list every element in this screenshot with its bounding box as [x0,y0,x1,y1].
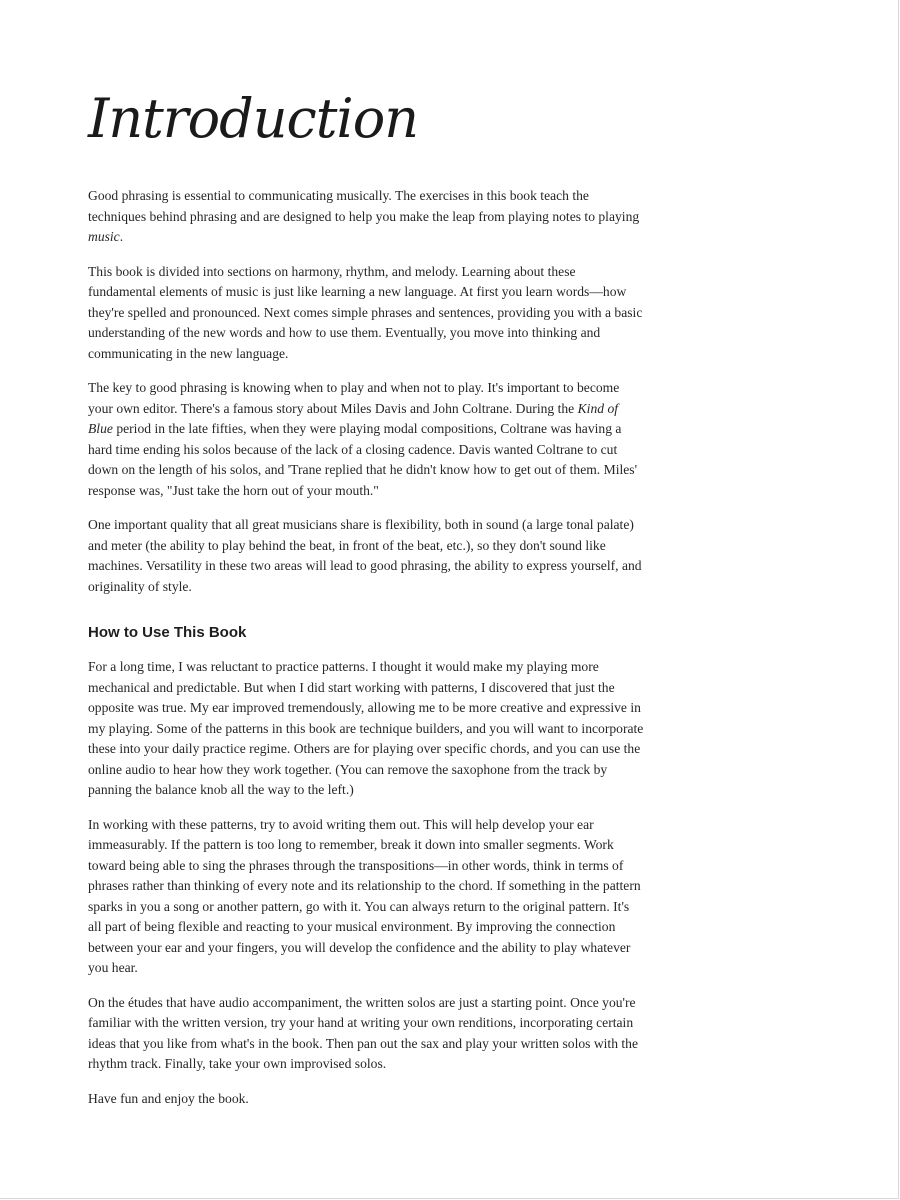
section-heading: How to Use This Book [88,624,247,641]
intro-paragraph-1 [88,186,644,248]
intro-paragraph-3-before: The key to good phrasing is knowing when to play and when not to play. It's important to become your own editor. There's a famous story about Miles Davis and John Coltrane. During the [88,380,620,416]
intro-paragraph-1-end: . [119,229,124,244]
intro-paragraph-1-italic: music [88,229,120,244]
intro-paragraph-3 [88,378,644,501]
page-title: Introduction [88,87,418,150]
section-paragraph-2: In working with these patterns, try to avoid writing them out. This will help develop your ear immeasurably. If the pattern is too long to remember, break it down into smaller segments. Work toward being able to sing the phrases through the transpositions—in other words, think in terms of phrases rather than thinking of every note and its relationship to the chord. If something in the pattern sparks in you a song or another pattern, go with it. You can always return to the original pattern. It's all part of being flexible and reacting to your musical environment. By improving the connection between your ear and your fingers, you will develop the confidence and the ability to play whatever you hear. [88,816,641,975]
intro-paragraph-2: This book is divided into sections on harmony, rhythm, and melody. Learning about these fundamental elements of music is just like learning a new language. At first you learn words—how they're spelled and pronounced. Next comes simple phrases and sentences, providing you with a basic understanding of the new words and how to use them. Eventually, you move into thinking and communicating in the new language. [88,263,643,361]
intro-paragraph-3-after: period in the late fifties, when they were playing modal compositions, Coltrane was having a hard time ending his solos because of the lack of a closing cadence. Davis wanted Coltrane to cut down on the length of his solos, and 'Trane replied that he didn't know how to get out of them. Miles' response was, "Just take the horn out of your mouth." [88,421,638,498]
section-paragraph-3: On the études that have audio accompaniment, the written solos are just a starting point. Once you're familiar with the written version, try your hand at writing your own renditions, incorporating certain ideas that you like from what's in the book. Then pan out the sax and play your written solos with the rhythm track. Finally, take your own improvised solos. [88,994,639,1071]
intro-paragraph-4: One important quality that all great musicians share is flexibility, both in sound (a large tonal palate) and meter (the ability to play behind the beat, in front of the beat, etc.), so they don't sound like machines. Versatility in these two areas will lead to good phrasing, the ability to express yourself, and originality of style. [88,517,642,594]
intro-paragraph-3-italic: Kind of Blue [88,400,619,436]
section-paragraph-1: For a long time, I was reluctant to practice patterns. I thought it would make my playing more mechanical and predictable. But when I did start working with patterns, I discovered that just the opposite was true. My ear improved tremendously, allowing me to be more creative and expressive in my playing. Some of the patterns in this book are technique builders, and you will want to incorporate these into your daily practice regime. Others are for playing over specific chords, and you can use the online audio to hear how they work together. (You can remove the saxophone from the track by panning the balance knob all the way to the left.) [88,659,644,797]
intro-paragraph-1-text: Good phrasing is essential to communicating musically. The exercises in this book teach the techniques behind phrasing and are designed to help you make the leap from playing notes to playing [88,188,640,224]
page-content [88,88,644,1123]
section-paragraph-4: Have fun and enjoy the book. [88,1090,249,1106]
